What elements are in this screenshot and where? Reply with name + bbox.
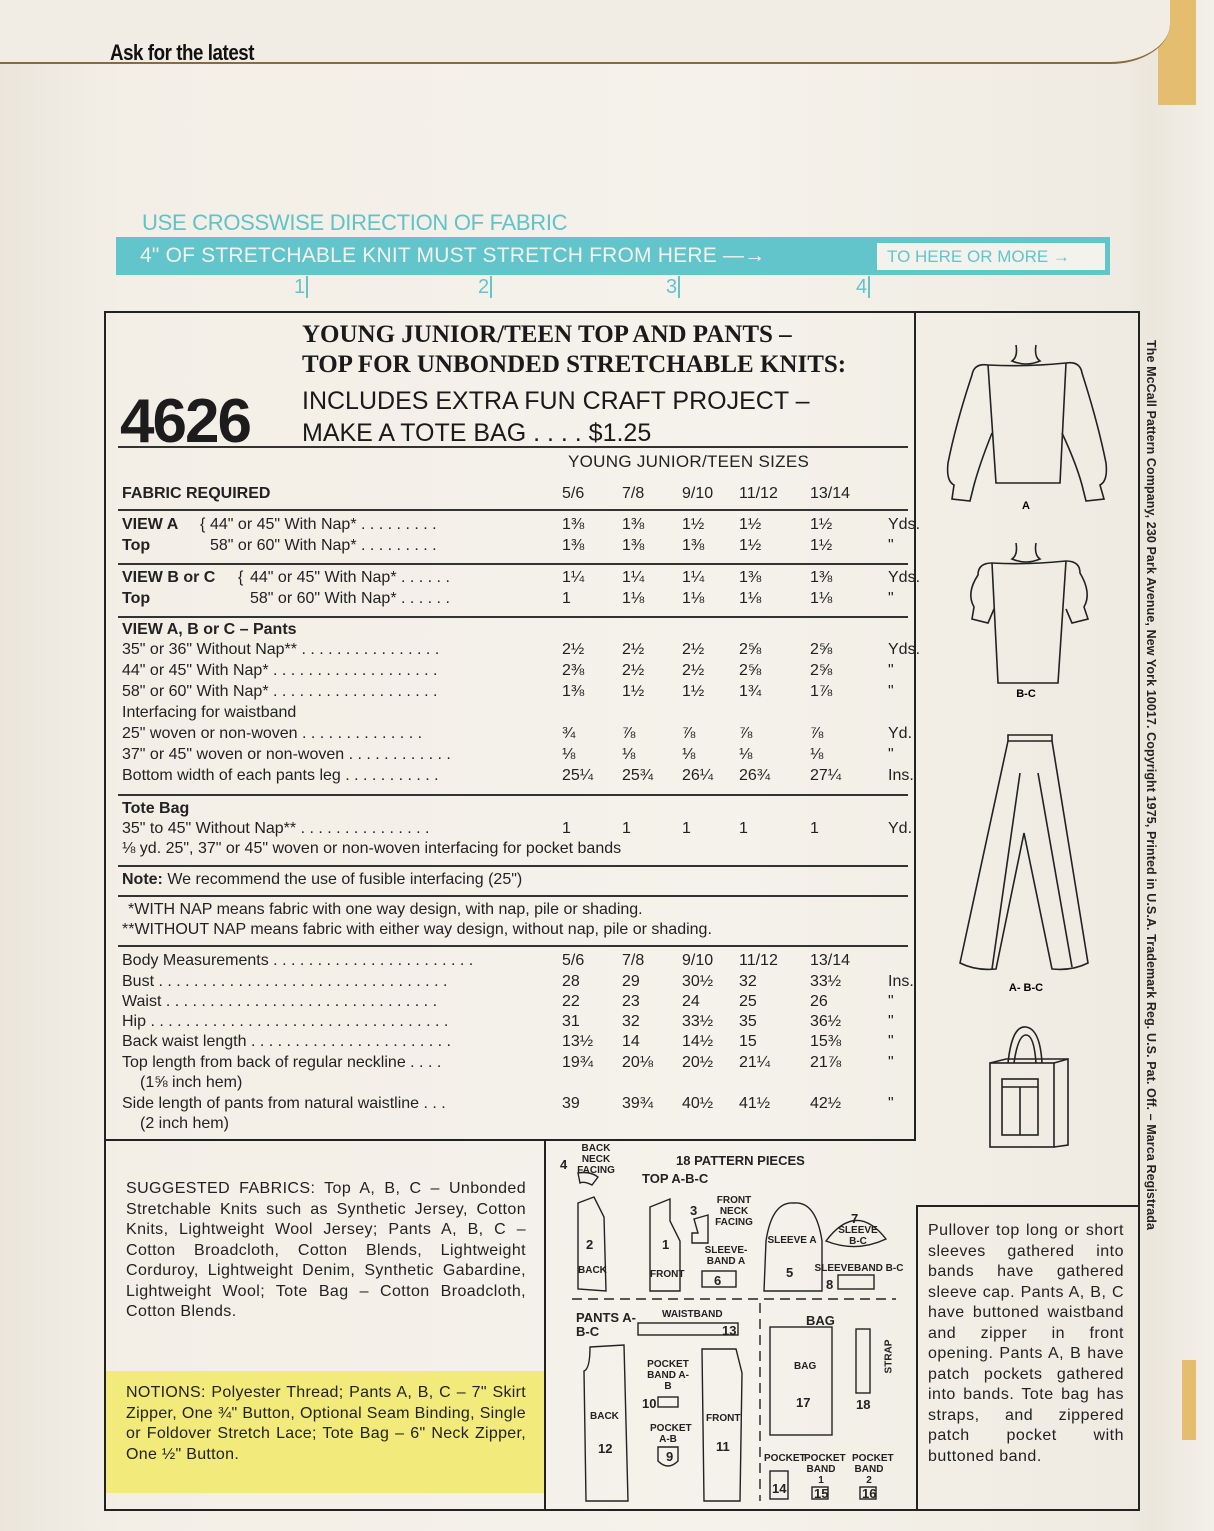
divider — [118, 616, 908, 618]
cell: 19¾ — [562, 1054, 594, 1071]
unit: " — [888, 1033, 894, 1050]
cell: 1 — [622, 820, 631, 837]
suggested-fabrics: SUGGESTED FABRICS: Top A, B, C – Unbonded Stretchable Knits such as Synthetic Jersey, Cotton Knits, Lightweight Wool Jersey; Pants A, B, C – Cotton Broadcloth, Cotton Blends, Lightweight Corduroy, Lightweight Denim, Synthetic Gabardine, Lightweight Wool; Tote Bag – Cotton Broadcloth, Cotton Blends. — [126, 1180, 526, 1320]
cell: 20½ — [682, 1054, 714, 1071]
cell: 1½ — [682, 516, 705, 533]
piece-18-num: 18 — [856, 1397, 871, 1412]
cell: ⅛ — [562, 746, 576, 763]
table-row — [122, 569, 921, 589]
row-desc: Waist . . . . . . . . . . . . . . . . . . . . . . . . . . . . . . . — [122, 993, 438, 1010]
top-heading: TOP A-B-C — [642, 1171, 709, 1186]
unit: Ins. — [888, 973, 914, 990]
brace: { — [200, 516, 206, 533]
cell: 15⅜ — [810, 1033, 842, 1050]
cell: 2⅝ — [810, 662, 833, 679]
cell: 1¼ — [682, 569, 705, 586]
size-col: 7/8 — [622, 485, 645, 502]
cell: 2⅜ — [562, 662, 585, 679]
envelope-edge — [1154, 0, 1214, 1531]
cell: 2½ — [682, 641, 705, 658]
stretch-gauge-title: USE CROSSWISE DIRECTION OF FABRIC — [142, 210, 568, 235]
piece-14-num: 14 — [772, 1481, 787, 1496]
cell: 27¼ — [810, 767, 842, 784]
piece-5-label: SLEEVE A — [767, 1235, 817, 1246]
divider — [118, 895, 908, 897]
cell: ⅛ — [739, 746, 753, 763]
piece-2-num: 2 — [586, 1237, 594, 1252]
size-col: 5/6 — [562, 952, 585, 969]
bag-heading: BAG — [806, 1313, 835, 1328]
cell: 25 — [739, 993, 757, 1010]
unit: Yds. — [888, 516, 921, 533]
cell: 22 — [562, 993, 580, 1010]
flap-text: Ask for the latest — [110, 40, 255, 65]
cell: 1 — [562, 820, 571, 837]
cell: 32 — [622, 1013, 640, 1030]
piece-11-label: FRONT — [706, 1413, 741, 1424]
cell: ⅞ — [682, 725, 696, 742]
piece-2-label: BACK — [578, 1265, 607, 1276]
cell: 1¾ — [739, 683, 762, 700]
illustrations-panel — [916, 313, 1138, 1205]
piece-9-label: POCKET A-B — [650, 1423, 692, 1445]
size-col: 13/14 — [810, 952, 851, 969]
cell: 1¼ — [622, 569, 645, 586]
cell: 2⅝ — [739, 641, 762, 658]
piece-6-num: 6 — [714, 1273, 722, 1288]
cell: 21⅞ — [810, 1054, 842, 1071]
cell: ⅞ — [810, 725, 824, 742]
ruler-tick-3: 3 — [666, 276, 680, 298]
unit: " — [888, 537, 894, 554]
cell: 1⅞ — [810, 683, 833, 700]
row-desc: Back waist length . . . . . . . . . . . . . . . . . . . . . . . — [122, 1033, 451, 1050]
cell: 1⅜ — [682, 537, 705, 554]
pattern-info-box — [104, 311, 1140, 1511]
piece-6-label: SLEEVE-BAND A — [704, 1245, 748, 1267]
cell: 1⅛ — [682, 590, 705, 607]
row-desc: 58" or 60" With Nap* . . . . . . . . . . . . . . . . . . . — [122, 683, 438, 700]
notions-box — [106, 1371, 544, 1493]
cell: 1⅛ — [622, 590, 645, 607]
cell: 26¼ — [682, 767, 714, 784]
pants-heading: PANTS A-B-C — [576, 1310, 636, 1339]
cell: 13½ — [562, 1033, 594, 1050]
piece-11-num: 11 — [716, 1439, 730, 1454]
cell: ¾ — [562, 725, 576, 742]
cell: 1⅛ — [810, 590, 833, 607]
cell: 2⅝ — [739, 662, 762, 679]
piece-7-num: 7 — [851, 1211, 859, 1226]
piece-15-num: 15 — [814, 1486, 829, 1501]
cell: 36½ — [810, 1013, 842, 1030]
stretch-gauge-end: TO HERE OR MORE → — [874, 240, 1108, 273]
cell: 1½ — [622, 683, 645, 700]
divider — [118, 794, 908, 796]
cell: ⅛ — [810, 746, 824, 763]
row-label: Interfacing for waistband — [122, 704, 297, 721]
piece-17-num: 17 — [796, 1395, 811, 1410]
piece-17-label: BAG — [794, 1361, 817, 1372]
row-desc: 37" or 45" woven or non-woven . . . . . . . . . . . . — [122, 746, 451, 763]
brace: { — [238, 569, 244, 586]
size-col: 5/6 — [562, 485, 585, 502]
row-desc: 58" or 60" With Nap* . . . . . . . . . — [210, 537, 437, 554]
cell: 32 — [739, 973, 757, 990]
cell: ⅛ — [682, 746, 696, 763]
note-text: We recommend the use of fusible interfacing (25") — [167, 871, 523, 888]
cell: 1⅜ — [622, 516, 645, 533]
cell: 2½ — [622, 662, 645, 679]
fabric-required-header — [122, 485, 912, 505]
table-row — [122, 767, 912, 787]
piece-18-label: STRAP — [883, 1339, 895, 1374]
pattern-number: 4626 — [120, 387, 250, 456]
row-desc: ⅛ yd. 25", 37" or 45" woven or non-woven interfacing for pocket bands — [122, 840, 622, 857]
cell: 25¾ — [622, 767, 654, 784]
row-label: VIEW B or C — [122, 569, 216, 586]
piece-5-num: 5 — [786, 1265, 794, 1280]
cell: 15 — [739, 1033, 757, 1050]
row-desc: 58" or 60" With Nap* . . . . . . — [250, 590, 450, 607]
table-row — [122, 725, 912, 745]
description-panel — [916, 1205, 1138, 1511]
cell: 39¾ — [622, 1095, 654, 1112]
cell: 1⅜ — [562, 683, 585, 700]
cell: 26¾ — [739, 767, 771, 784]
piece-12-label: BACK — [590, 1411, 619, 1422]
table-row — [122, 537, 912, 557]
divider — [118, 563, 908, 565]
unit: " — [888, 590, 894, 607]
cell: 1⅜ — [562, 516, 585, 533]
cell: 1⅛ — [739, 590, 762, 607]
size-col: 9/10 — [682, 952, 714, 969]
table-row — [122, 993, 912, 1013]
cell: 35 — [739, 1013, 757, 1030]
cell: 29 — [622, 973, 640, 990]
divider — [118, 945, 908, 947]
piece-10-num: 10 — [642, 1396, 657, 1411]
piece-4-label: BACK NECK FACING — [577, 1143, 615, 1176]
cell: ⅞ — [622, 725, 636, 742]
table-row-sub — [140, 1115, 930, 1135]
unit: " — [888, 1054, 894, 1071]
row-desc: Top length from back of regular neckline . . . . — [122, 1054, 442, 1071]
svg-text:A: A — [1022, 500, 1030, 512]
cell: 26 — [810, 993, 828, 1010]
cell: 28 — [562, 973, 580, 990]
notions-text: NOTIONS: Polyester Thread; Pants A, B, C – 7" Skirt Zipper, One ¾" Button, Optional Seam Binding, Single or Foldover Stretch Lace; Tote Bag – 6" Neck Zipper, One ½" Button. — [126, 1384, 526, 1463]
table-row — [122, 840, 912, 860]
cell: 2½ — [682, 662, 705, 679]
row-label: Tote Bag — [122, 800, 190, 817]
cell: 1¼ — [562, 569, 585, 586]
cell: 2½ — [562, 641, 585, 658]
cell: 31 — [562, 1013, 580, 1030]
pattern-header — [120, 321, 910, 456]
row-desc: 35" or 36" Without Nap** . . . . . . . . . . . . . . . . — [122, 641, 440, 658]
cell: 40½ — [682, 1095, 714, 1112]
piece-7-label: SLEEVE B-C — [838, 1225, 878, 1247]
piece-8-num: 8 — [826, 1277, 834, 1292]
row-desc: 35" to 45" Without Nap** . . . . . . . . . . . . . . . — [122, 820, 430, 837]
piece-8-label: SLEEVEBAND B-C — [814, 1263, 904, 1274]
table-row — [122, 1054, 912, 1074]
row-desc: 44" or 45" With Nap* . . . . . . . . . — [210, 516, 437, 533]
table-row — [122, 641, 921, 661]
stretch-gauge-text: 4" OF STRETCHABLE KNIT MUST STRETCH FROM HERE —→ — [140, 244, 766, 267]
cell: 14 — [622, 1033, 640, 1050]
table-row — [122, 590, 912, 610]
unit: Yds. — [888, 641, 921, 658]
cell: 2½ — [622, 641, 645, 658]
row-label: VIEW A — [122, 516, 179, 533]
cell: ⅞ — [739, 725, 753, 742]
note-label: Note: — [122, 871, 163, 888]
cell: 23 — [622, 993, 640, 1010]
ruler-tick-4: 4 — [856, 276, 870, 298]
unit: " — [888, 746, 894, 763]
fabric-required-label: FABRIC REQUIRED — [122, 485, 271, 502]
cell: 1 — [682, 820, 691, 837]
table-row — [122, 973, 912, 993]
row-desc: Bust . . . . . . . . . . . . . . . . . . . . . . . . . . . . . . . . . — [122, 973, 448, 990]
cell: 1 — [562, 590, 571, 607]
cell: 14½ — [682, 1033, 714, 1050]
piece-1-num: 1 — [662, 1237, 670, 1252]
cell: 1⅜ — [562, 537, 585, 554]
row-desc: Hip . . . . . . . . . . . . . . . . . . . . . . . . . . . . . . . . . . — [122, 1013, 449, 1030]
without-nap-definition: **WITHOUT NAP means fabric with either way design, without nap, pile or shading. — [122, 921, 712, 938]
cell: 39 — [562, 1095, 580, 1112]
cell: 1 — [739, 820, 748, 837]
piece-3-num: 3 — [690, 1203, 698, 1218]
unit: " — [888, 662, 894, 679]
table-row — [122, 662, 912, 682]
piece-14-label: POCKET — [764, 1453, 806, 1464]
cell: 1½ — [682, 683, 705, 700]
title-line-2: TOP FOR UNBONDED STRETCHABLE KNITS: — [302, 351, 847, 378]
title-line-3: INCLUDES EXTRA FUN CRAFT PROJECT – — [302, 387, 810, 415]
title-line-4: MAKE A TOTE BAG . . . . $1.25 — [302, 419, 652, 447]
piece-10-label: POCKET BAND A-B — [647, 1359, 689, 1392]
cell: 1⅜ — [622, 537, 645, 554]
svg-text:B-C: B-C — [1016, 688, 1036, 700]
ruler-tick-1: 1 — [294, 276, 308, 298]
description-text: Pullover top long or short sleeves gathered into bands have gathered sleeve cap. Pants A, B, C have buttoned waistband and zipper in front opening. Pants A, B have patch pockets gathered into bands. Tote bag has straps, and zippered patch pocket with buttoned band. — [928, 1222, 1124, 1465]
piece-13-num: 13 — [722, 1323, 737, 1338]
table-row — [122, 1013, 912, 1033]
row-desc: Side length of pants from natural waistline . . . — [122, 1095, 446, 1112]
row-label: Body Measurements . . . . . . . . . . . . . . . . . . . . . . . — [122, 952, 474, 969]
garment-illustrations-icon — [916, 313, 1138, 1205]
piece-3-label: FRONT NECK FACING — [715, 1195, 753, 1228]
pattern-pieces-title: 18 PATTERN PIECES — [676, 1153, 805, 1168]
fabrics-notions-panel — [106, 1139, 546, 1509]
row-desc: 44" or 45" With Nap* . . . . . . . . . . . . . . . . . . . — [122, 662, 438, 679]
cell: 1 — [810, 820, 819, 837]
cell: 1½ — [810, 537, 833, 554]
divider — [118, 509, 908, 511]
size-col: 7/8 — [622, 952, 645, 969]
cell: 41½ — [739, 1095, 771, 1112]
svg-text:A- B-C: A- B-C — [1008, 982, 1044, 994]
unit: " — [888, 1095, 894, 1112]
piece-9-num: 9 — [666, 1449, 674, 1464]
cell: 42½ — [810, 1095, 842, 1112]
cell: 20⅛ — [622, 1054, 654, 1071]
piece-12-num: 12 — [598, 1441, 613, 1456]
cell: 1½ — [810, 516, 833, 533]
unit: Yd. — [888, 820, 913, 837]
piece-4-num: 4 — [560, 1157, 568, 1172]
unit: " — [888, 993, 894, 1010]
cell: 2⅝ — [810, 641, 833, 658]
unit: Yd. — [888, 725, 913, 742]
ruler-tick-2: 2 — [478, 276, 492, 298]
pattern-pieces-diagram — [546, 1139, 916, 1509]
piece-16-num: 16 — [862, 1486, 877, 1501]
piece-16-label: POCKET BAND 2 — [852, 1453, 894, 1486]
cell: 33½ — [810, 973, 842, 990]
table-row — [122, 1033, 912, 1053]
cell: 1½ — [739, 537, 762, 554]
row-desc: 44" or 45" With Nap* . . . . . . — [250, 569, 450, 586]
size-col: 13/14 — [810, 485, 851, 502]
size-col: 11/12 — [739, 485, 778, 502]
table-row — [122, 1095, 912, 1115]
row-label: VIEW A, B or C – Pants — [122, 621, 297, 638]
side-imprint: The McCall Pattern Company, 230 Park Avenue, New York 10017. Copyright 1975, Printed in U.S.A. Trademark Reg. U.S. Pat. Off. – Marca Registrada — [1144, 340, 1158, 1231]
note — [122, 871, 522, 889]
cell: 1⅜ — [810, 569, 833, 586]
cell: 1⅜ — [739, 569, 762, 586]
piece-15-label: POCKET BAND 1 — [804, 1453, 846, 1486]
piece-13-label: WAISTBAND — [662, 1309, 723, 1320]
table-row — [122, 746, 912, 766]
table-row-sub — [140, 1074, 930, 1094]
unit: " — [888, 1013, 894, 1030]
cell: 21¼ — [739, 1054, 771, 1071]
body-measurements-header — [122, 952, 912, 972]
size-col: 11/12 — [739, 952, 778, 969]
table-row — [122, 820, 912, 840]
table-row — [122, 516, 921, 536]
piece-1-label: FRONT — [650, 1269, 685, 1280]
cell: 30½ — [682, 973, 714, 990]
divider — [118, 865, 908, 867]
cell: 1½ — [739, 516, 762, 533]
table-section-label — [122, 704, 912, 724]
nap-definition: *WITH NAP means fabric with one way design, with nap, pile or shading. — [128, 901, 643, 918]
divider — [118, 446, 908, 448]
row-label: Top — [122, 590, 151, 607]
row-desc: 25" woven or non-woven . . . . . . . . . . . . . . — [122, 725, 423, 742]
cell: ⅛ — [622, 746, 636, 763]
table-section-label — [122, 800, 912, 820]
unit: Yds. — [888, 569, 921, 586]
title-line-1: YOUNG JUNIOR/TEEN TOP AND PANTS – — [302, 321, 792, 348]
sizes-heading: YOUNG JUNIOR/TEEN SIZES — [568, 452, 810, 471]
stretch-gauge-ruler — [116, 276, 876, 300]
unit: Ins. — [888, 767, 914, 784]
unit: " — [888, 683, 894, 700]
table-row — [122, 683, 912, 703]
size-col: 9/10 — [682, 485, 714, 502]
envelope-yellow-tab-lower — [1182, 1360, 1196, 1440]
row-desc: Bottom width of each pants leg . . . . . . . . . . . — [122, 767, 439, 784]
row-sub: (1⅝ inch hem) — [140, 1074, 243, 1091]
cell: 33½ — [682, 1013, 714, 1030]
row-label: Top — [122, 537, 151, 554]
fabric-requirements-panel — [106, 313, 921, 1139]
row-sub: (2 inch hem) — [140, 1115, 229, 1132]
cell: 24 — [682, 993, 700, 1010]
cell: 25¼ — [562, 767, 594, 784]
table-section-label — [122, 621, 912, 641]
